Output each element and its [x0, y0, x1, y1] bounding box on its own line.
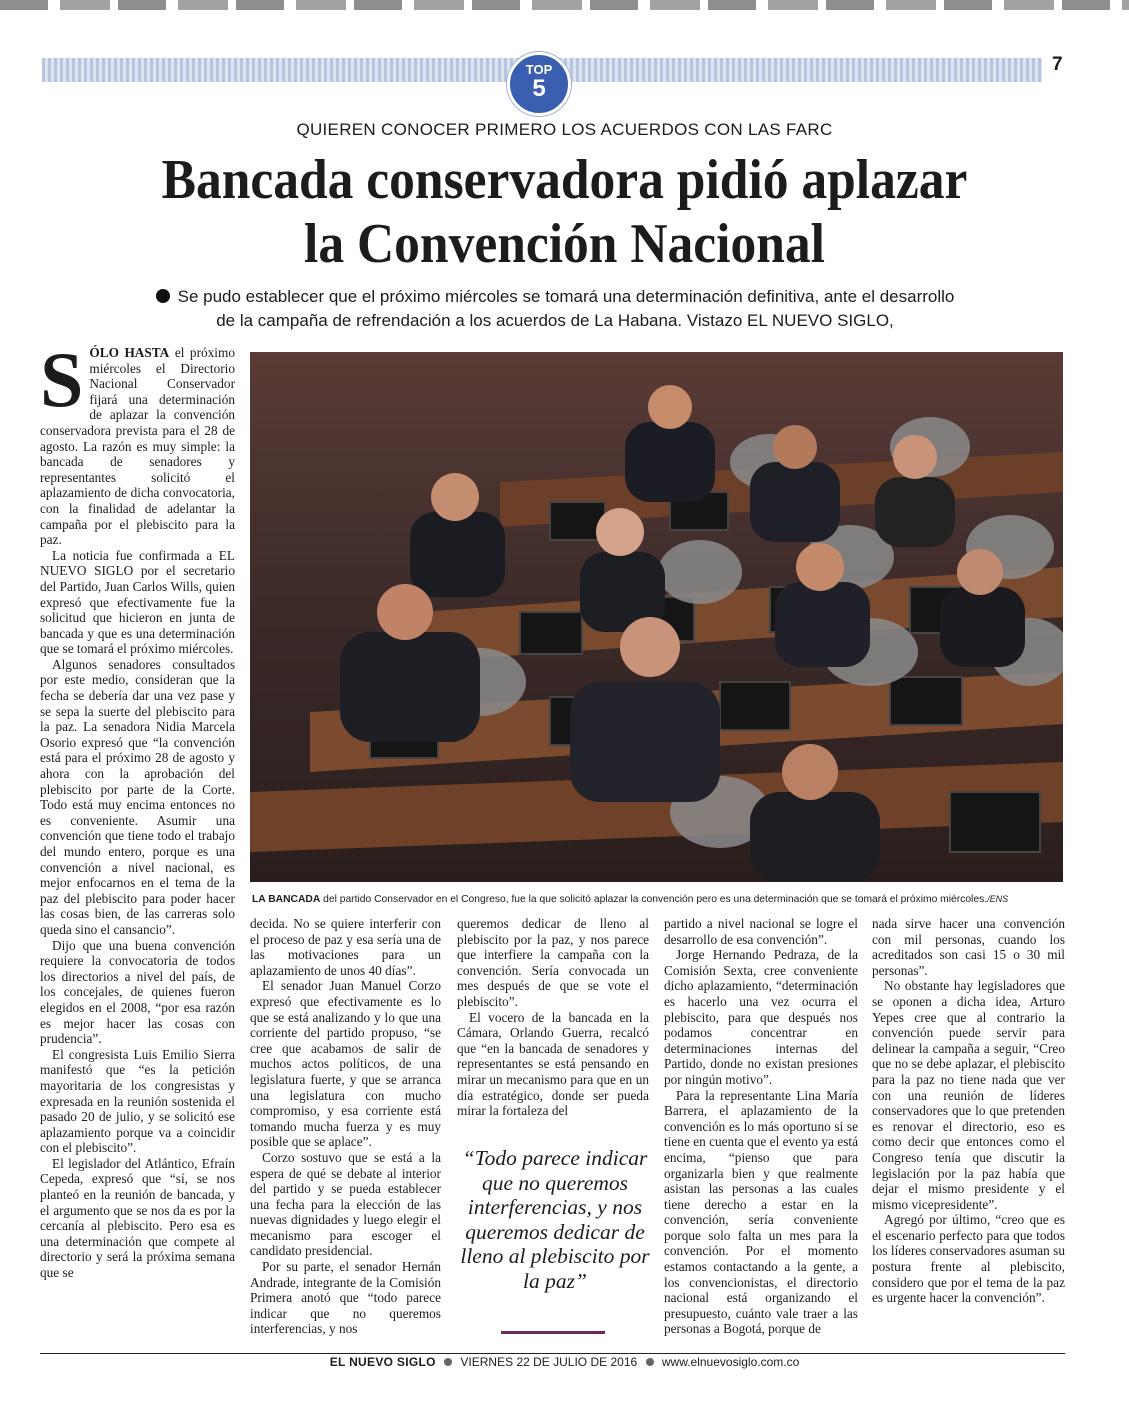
dek [110, 285, 1000, 333]
paragraph: El vocero de la bancada en la Cámara, Orlando Guerra, recalcó que “en la bancada de senadores y representantes se está pensando en mirar un mecanismo para que en un día estratégico, donde ser pueda mirar la fortaleza del [457, 1009, 649, 1119]
caption-lead: LA BANCADA [252, 894, 321, 905]
photo-credit: /ENS [987, 894, 1009, 904]
paragraph: Para la representante Lina María Barrera, el aplazamiento de la convención es lo más oportuno si se tiene en cuenta que el evento ya está encima, “pienso que para organizarla bien y que realmente asistan las personas a las cuales tiene derecho a estar en la convención, sería conveniente porque solo falta un mes para la convención. Por el momento estamos contactando a la gente, a los convencionistas, el directorio nacional está organizando el presupuesto, cuánto vale traer a las personas a Bogotá, porque de [664, 1087, 858, 1337]
footer-rule [40, 1353, 1065, 1354]
footer-url: www.elnuevosiglo.com.co [661, 1355, 800, 1369]
paragraph: Por su parte, el senador Hernán Andrade, integrante de la Comisión Primera anotó que “todo parece indicar que no queremos interferencias, y nos [250, 1259, 441, 1337]
bullet-icon [646, 1358, 654, 1366]
paragraph: Jorge Hernando Pedraza, de la Comisión Sexta, cree conveniente dicho aplazamiento, “determinación es hacerlo una vez ocurra el plebiscito, para que después nos podamos concentrar en determinaciones internas del Partido, donde no existan presiones por ningún motivo”. [664, 947, 858, 1087]
paragraph: No obstante hay legisladores que se oponen a dicha idea, Arturo Yepes cree que al contrario la convención puede servir para delinear la campaña a seguir, “Creo que no se debe aplazar, el plebiscito para la paz no tiene nada que ver con una reunión de líderes conservadores que lo que pretenden es renovar el directorio, eso es como decir que entonces como el Congreso tenía que discutir la legislación por la paz había que dejar el mismo presidente y el mismo vicepresidente”. [872, 978, 1065, 1212]
paragraph: decida. No se quiere interferir con el proceso de paz y esa sería una de las motivaciones para un aplazamiento de unos 40 días”. [250, 916, 441, 978]
paragraph: Agregó por último, “creo que es el escenario perfecto para que todos los líderes conservadores asuman su postura frente al plebiscito, considero que por el tema de la paz es urgente hacer la convención”. [872, 1212, 1065, 1306]
paragraph: El congresista Luis Emilio Sierra manifestó que “es la petición mayoritaria de los congresistas y expresada en la reunión sostenida el pasado 20 de julio, y se solicitó ese aplazamiento porque va a coincidir con el plebiscito”. [40, 1046, 235, 1156]
paragraph: el próximo miércoles el Directorio Nacional Conservador fijará una determinación de aplazar la convención conservadora prevista para el 28 de agosto. La razón es muy simple: la bancada de senadores y representantes solicitó el aplazamiento de dicha convocatoria, con la finalidad de adelantar la campaña por el plebiscito para la paz. [40, 345, 235, 548]
paragraph: Algunos senadores consultados por este medio, consideran que la fecha se debería dar una vez pase y se sepa la suerte del plebiscito para la paz. La senadora Nidia Marcela Osorio expresó que “la convención está para el próximo 28 de agosto y ahora con la aprobación del plebiscito por parte de la Corte. Todo está muy encima entonces no es conveniente. Asumir una convención que tiene todo el trabajo del mundo entero, porque es una convención a nivel nacional, es mejor enfocarnos en el tema de la paz del plebiscito para poder hacer las cosas bien, de las carreras solo queda sino el cansancio”. [40, 656, 235, 937]
column-5 [872, 916, 1065, 1306]
paragraph: Dijo que una buena convención requiere la convocatoria de todos los directorios a nivel del país, de los concejales, de quienes fueron elegidos en el 2008, “por esa razón es mejor hacer las cosas con prudencia”. [40, 937, 235, 1047]
paragraph: nada sirve hacer una convención con mil personas, cuando los acreditados son casi 15 o 30 mil personas”. [872, 916, 1065, 978]
page-number: 7 [1052, 54, 1063, 75]
dropcap: S [40, 336, 84, 423]
column-4 [664, 916, 858, 1337]
dek-line1: Se pudo establecer que el próximo miércoles se tomará una determinación definitiva, ante el desarrollo [177, 287, 955, 306]
headline [45, 148, 1084, 276]
footer-brand: EL NUEVO SIGLO [329, 1355, 436, 1369]
pull-quote-rule [501, 1331, 605, 1334]
lead-paragraph [40, 336, 235, 548]
column-3 [457, 916, 649, 1119]
column-2 [250, 916, 441, 1337]
scan-edge [0, 0, 1129, 10]
footer-date: VIERNES 22 DE JULIO DE 2016 [460, 1355, 638, 1369]
caption-text: del partido Conservador en el Congreso, fue la que solicitó aplazar la convención pero es una determinación que se tomará el próximo miércoles. [320, 894, 988, 905]
dek-line2: de la campaña de refrendación a los acuerdos de La Habana. Vistazo EL NUEVO SIGLO, [216, 311, 894, 330]
page-footer [0, 1355, 1129, 1369]
paragraph: El legislador del Atlántico, Efraín Cepeda, expresó que “sí, se nos planteó en la reunión de bancada, y el argumento que se nos da es por la cercanía al plebiscito. Pero esa es una determinación que compete al directorio y será la próxima semana que se [40, 1155, 235, 1281]
badge-number: 5 [532, 75, 546, 102]
bullet-icon [444, 1358, 452, 1366]
photo-caption [252, 892, 1064, 907]
paragraph: El senador Juan Manuel Corzo expresó que efectivamente es lo que se está analizando y lo que una corriente del partido propuso, “se cree que acabamos de salir de muchos actos políticos, de una legislatura fuerte, y que se arranca una legislatura con mucho compromiso, y esa corriente está tomando mucha fuerza y es muy posible que se aplace”. [250, 978, 441, 1150]
pull-quote: “Todo parece indicar que no queremos interferencias, y nos queremos dedicar de lleno al plebiscito por la paz” [460, 1146, 650, 1293]
photo-illustration [250, 352, 1063, 882]
paragraph: queremos dedicar de lleno al plebiscito por la paz, y nos parece que interfiere la campaña con la convención. Sería convocada un mes después de que se vote el plebiscito”. [457, 916, 649, 1009]
bullet-icon [156, 289, 170, 303]
lead-in: ÓLO HASTA [89, 345, 170, 360]
top5-badge [507, 52, 571, 116]
kicker: QUIEREN CONOCER PRIMERO LOS ACUERDOS CON LAS FARC [296, 120, 833, 139]
paragraph: partido a nivel nacional se logre el desarrollo de esa convención”. [664, 916, 858, 947]
badge-top: TOP [525, 62, 553, 77]
congress-photo [250, 352, 1063, 882]
headline-line2: la Convención Nacional [304, 213, 825, 275]
column-1 [40, 336, 235, 1281]
paragraph: Corzo sostuvo que se está a la espera de qué se debate al interior del partido y se pueda establecer una fecha para la elección de las nuevas dignidades y luego elegir el mecanismo para escoger el candidato presidencial. [250, 1149, 441, 1259]
headline-line1: Bancada conservadora pidió aplazar [161, 149, 968, 211]
paragraph: La noticia fue confirmada a EL NUEVO SIGLO por el secretario del Partido, Juan Carlos Wills, quien expresó que efectivamente fue la solicitud que hicieron en junta de bancada y que es una determinación que se tomará el próximo miércoles. [40, 547, 235, 657]
